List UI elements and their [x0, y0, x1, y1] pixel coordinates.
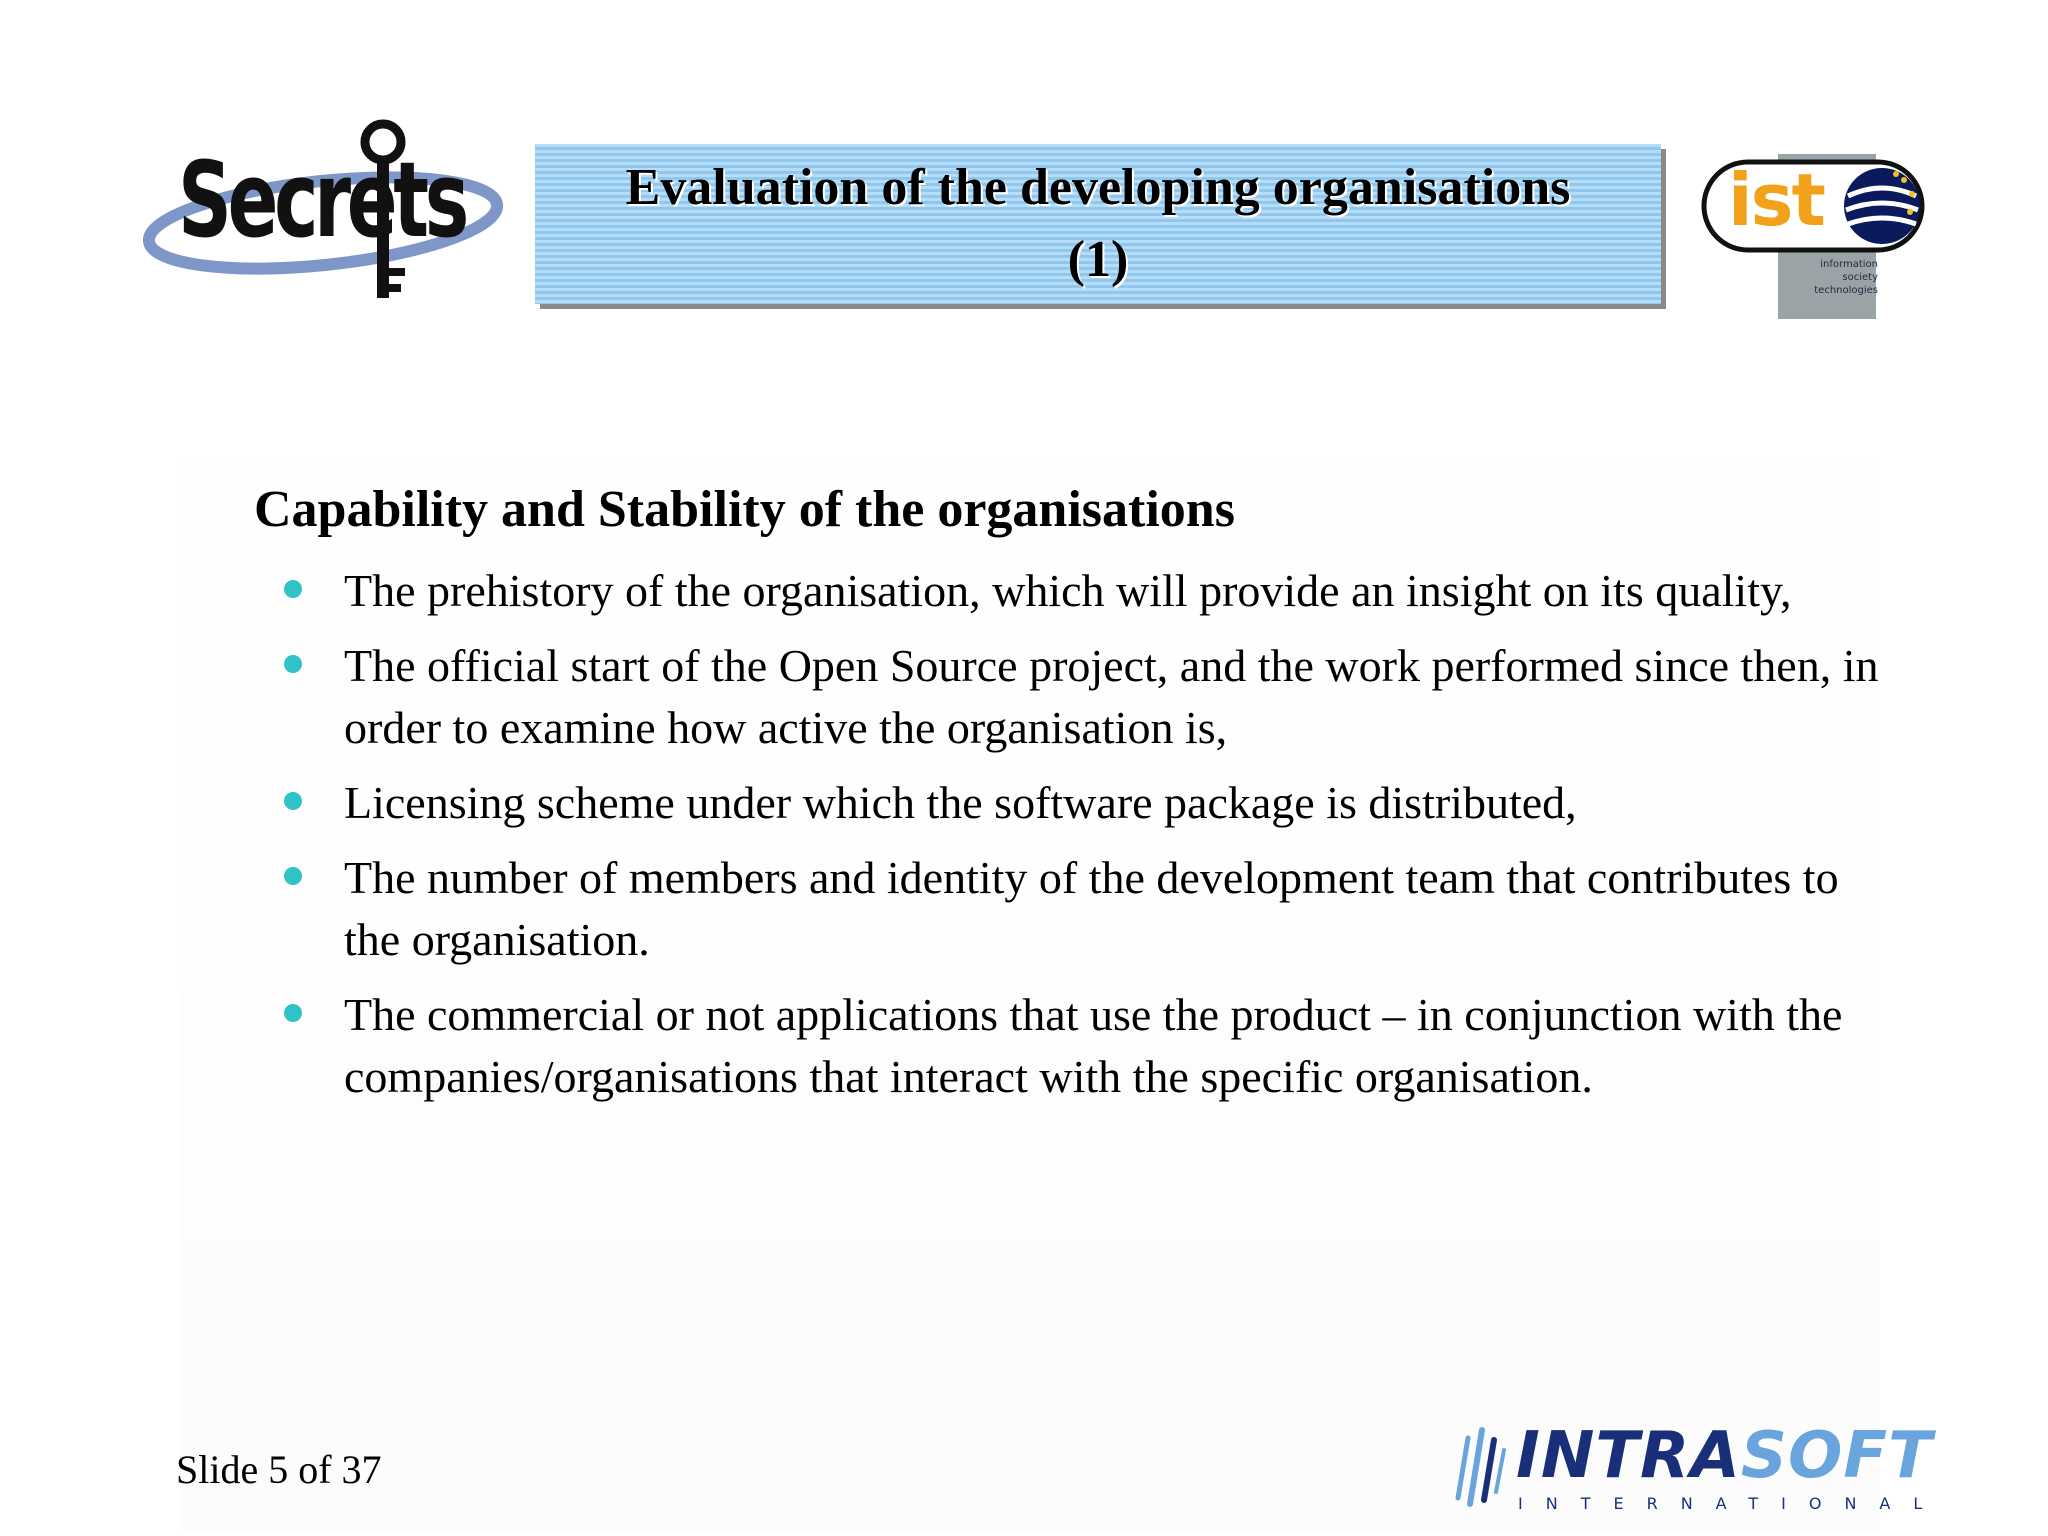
- intrasoft-logo-subtitle: INTERNATIONAL: [1518, 1494, 1946, 1513]
- ist-logo-caption: information society technologies: [1814, 259, 1878, 296]
- bullet-text: The number of members and identity of the development team that contributes to the organisation.: [344, 852, 1839, 965]
- bullet-text: The prehistory of the organisation, which will provide an insight on its quality,: [344, 565, 1792, 616]
- list-item: [280, 984, 1900, 1108]
- bullet-icon: [284, 580, 302, 598]
- secrets-logo: [138, 118, 498, 308]
- section-heading: Capability and Stability of the organisations: [254, 481, 1235, 538]
- bullet-icon: [284, 655, 302, 673]
- bullet-list: [280, 560, 1900, 1121]
- secrets-logo-text: Secrets: [178, 139, 465, 261]
- list-item: [280, 847, 1900, 971]
- list-item: [280, 772, 1900, 834]
- ist-logo-text: ist: [1728, 158, 1824, 242]
- bullet-icon: [284, 792, 302, 810]
- list-item: [280, 560, 1900, 622]
- intrasoft-logo: [1448, 1418, 1946, 1518]
- slide-title-line-2: (1): [1067, 231, 1129, 288]
- ist-logo: [1698, 150, 1928, 325]
- slide-title-line-1: Evaluation of the developing organisations: [625, 159, 1571, 216]
- bullet-text: The commercial or not applications that use the product – in conjunction with the companies/organisations that interact with the specific organisation.: [344, 989, 1843, 1102]
- intrasoft-logo-text: INTRASOFT: [1516, 1419, 1933, 1493]
- intrasoft-mark-icon: [1448, 1422, 1508, 1508]
- bullet-icon: [284, 867, 302, 885]
- bullet-icon: [284, 1004, 302, 1022]
- slide-number: Slide 5 of 37: [176, 1447, 382, 1492]
- bullet-text: The official start of the Open Source project, and the work performed since then, in order to examine how active the organisation is,: [344, 640, 1879, 753]
- list-item: [280, 635, 1900, 759]
- bullet-text: Licensing scheme under which the software package is distributed,: [344, 777, 1577, 828]
- title-box: [535, 144, 1661, 304]
